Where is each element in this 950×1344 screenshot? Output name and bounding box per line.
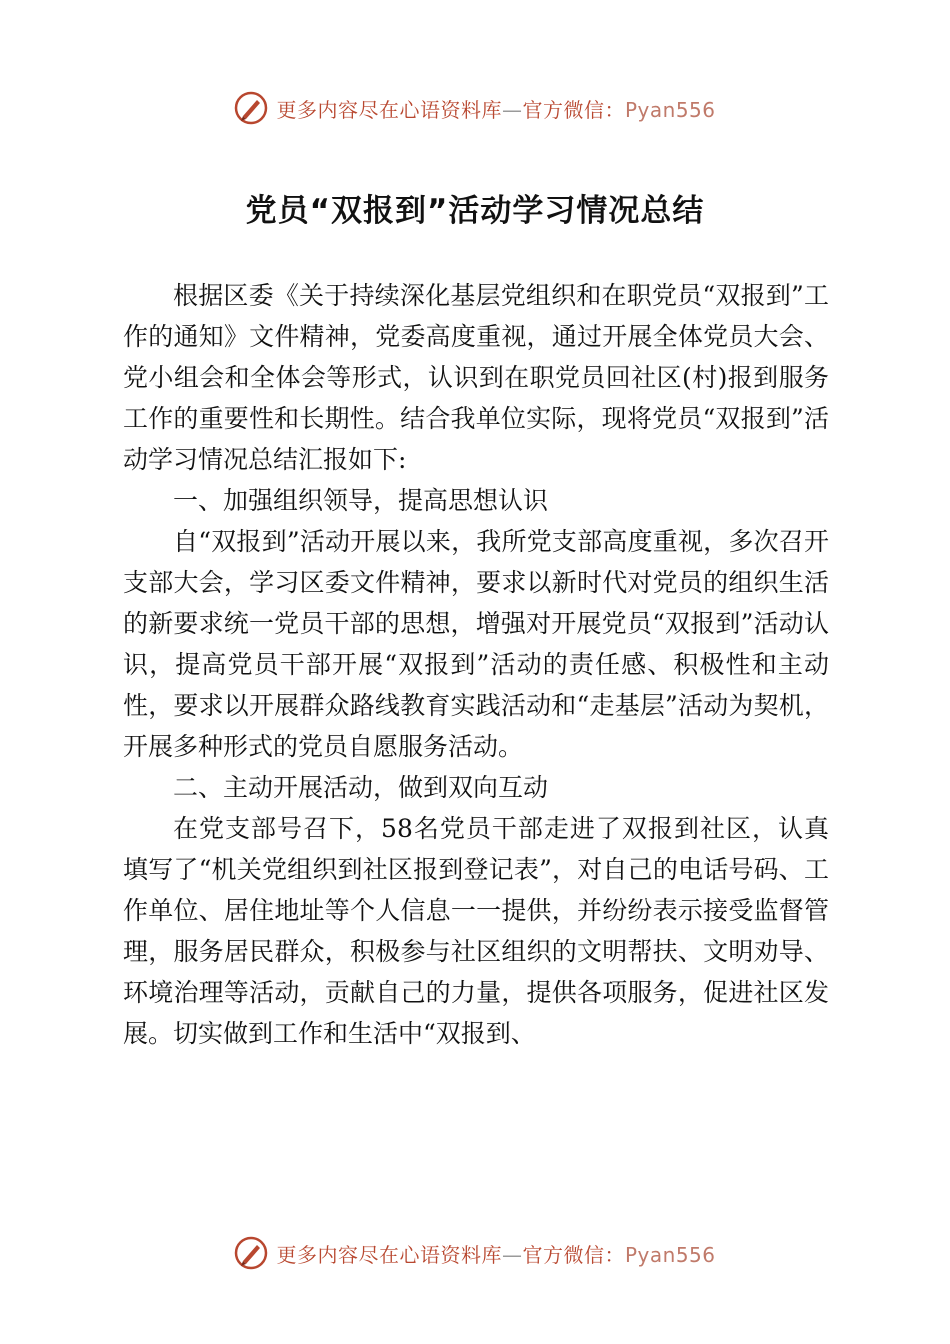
- paragraph-section-2: 在党支部号召下，58名党员干部走进了双报到社区，认真填写了“机关党组织到社区报到登记表”，对自己的电话号码、工作单位、居住地址等个人信息一一提供，并纷纷表示接受监督管理，服务居民群众，积极参与社区组织的文明帮扶、文明劝导、环境治理等活动，贡献自己的力量，提供各项服务，促进社区发展。切实做到工作和生活中“双报到、: [123, 814, 829, 1048]
- paragraph-section-1: 自“双报到”活动开展以来，我所党支部高度重视，多次召开支部大会，学习区委文件精神，要求以新时代对党员的组织生活的新要求统一党员干部的思想，增强对开展党员“双报到”活动认识，提高党员干部开展“双报到”活动的责任感、积极性和主动性，要求以开展群众路线教育实践活动和“走基层”活动为契机，开展多种形式的党员自愿服务活动。: [123, 527, 829, 761]
- banner-wechat-id: Pyan556: [624, 1242, 716, 1267]
- banner-wechat-label: 官方微信：: [522, 97, 625, 122]
- banner-brand: 更多内容尽在心语资料库: [276, 1242, 502, 1267]
- footer-banner: [0, 1231, 950, 1275]
- banner-brand: 更多内容尽在心语资料库: [276, 97, 502, 122]
- banner-wechat-label: 官方微信：: [522, 1242, 625, 1267]
- pen-logo-icon: [234, 91, 268, 125]
- header-banner: [0, 86, 950, 130]
- document-body: [123, 275, 829, 1054]
- document-title: 党员“双报到”活动学习情况总结: [245, 193, 705, 229]
- section-heading-1: 一、加强组织领导，提高思想认识: [173, 486, 549, 515]
- paragraph-intro: 根据区委《关于持续深化基层党组织和在职党员“双报到”工作的通知》文件精神，党委高度重视，通过开展全体党员大会、党小组会和全体会等形式，认识到在职党员回社区(村)报到服务工作的重要性和长期性。结合我单位实际，现将党员“双报到”活动学习情况总结汇报如下:: [123, 281, 829, 474]
- banner-separator: —: [501, 97, 523, 122]
- banner-separator: —: [501, 1242, 523, 1267]
- banner-wechat-id: Pyan556: [624, 97, 716, 122]
- pen-logo-icon: [234, 1236, 268, 1270]
- section-heading-2: 二、主动开展活动，做到双向互动: [173, 773, 549, 802]
